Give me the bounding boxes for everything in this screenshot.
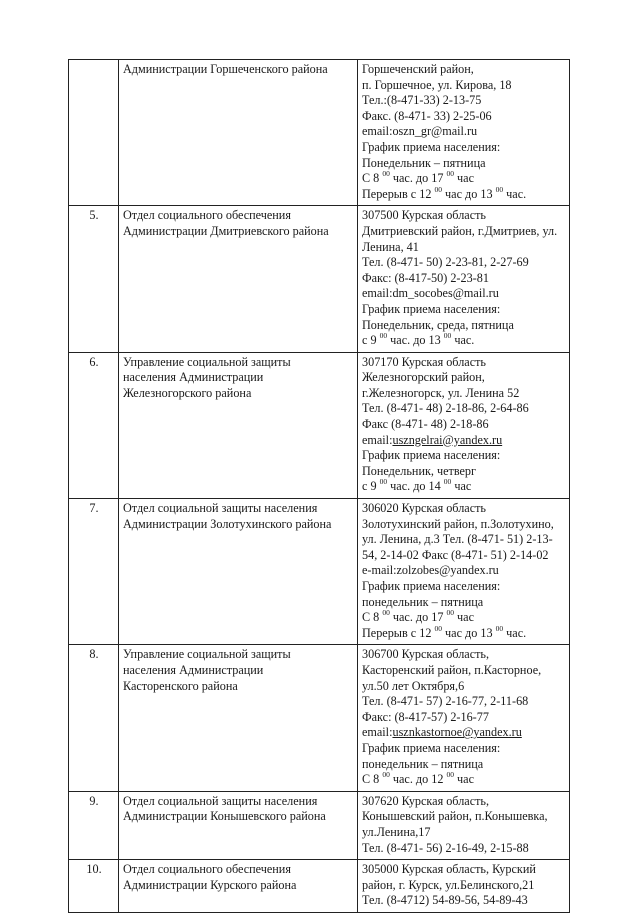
text-fragment: час.: [503, 186, 527, 201]
row-number: 10.: [69, 860, 119, 913]
document-page: [68, 59, 568, 913]
contact-info-line: Тел.:(8-471-33) 2-13-75: [362, 93, 482, 108]
contact-info-line: [362, 623, 566, 642]
contact-info-line: e-mail:zolzobes@yandex.ru: [362, 563, 499, 578]
office-name-line: Управление социальной защиты: [123, 647, 291, 662]
contact-info-line: п. Горшечное, ул. Кирова, 18: [362, 77, 512, 92]
contact-info-line: 306700 Курская область,: [362, 647, 490, 662]
text-fragment: Перерыв с 12: [362, 186, 435, 201]
contact-info-line: [362, 184, 566, 203]
row-number: 9.: [69, 791, 119, 859]
office-name-line: Отдел социальной защиты населения: [123, 501, 318, 516]
office-name-line: Администрации Золотухинского района: [123, 516, 332, 531]
offices-table: [68, 59, 570, 913]
row-number: 5.: [69, 206, 119, 352]
contact-info-line: График приема населения:: [362, 579, 501, 593]
minutes-superscript: 00: [382, 770, 390, 780]
contact-info-line: понедельник – пятница: [362, 594, 484, 609]
email-link: uszngelrai@yandex.ru: [392, 432, 503, 447]
contact-info-cell: [358, 206, 570, 352]
contact-info-line: [362, 725, 566, 741]
contact-info-cell: [358, 60, 570, 206]
office-name-line: Отдел социальной защиты населения: [123, 793, 318, 808]
contact-info-line: email:dm_socobes@mail.ru: [362, 286, 499, 301]
contact-info-line: [362, 610, 566, 626]
contact-info-line: район, г. Курск, ул.Белинского,21: [362, 877, 535, 892]
minutes-superscript: 00: [495, 184, 504, 194]
contact-info-line: г.Железногорск, ул. Ленина 52: [362, 385, 520, 400]
table-row: [69, 60, 570, 206]
contact-info-line: Золотухинский район, п.Золотухино,: [362, 516, 554, 531]
office-name-cell: [119, 206, 358, 352]
contact-info-line: Тел. (8-471- 48) 2-18-86, 2-64-86: [362, 401, 529, 416]
contact-info-line: Железногорский район,: [362, 370, 485, 385]
contact-info-line: График приема населения:: [362, 448, 501, 463]
contact-info-line: ул.50 лет Октября,6: [362, 678, 465, 693]
contact-info-line: ул.Ленина,17: [362, 824, 431, 839]
contact-info-cell: [358, 499, 570, 645]
contact-info-line: Конышевский район, п.Конышевка,: [362, 809, 548, 824]
office-name-line: Администрации Дмитриевского района: [123, 223, 329, 238]
contact-info-line: График приема населения:: [362, 301, 501, 316]
contact-info-cell: [358, 645, 570, 791]
contact-info-line: [362, 171, 566, 187]
contact-info-line: Горшеченский район,: [362, 62, 474, 76]
minutes-superscript: 00: [443, 477, 452, 487]
text-fragment: С 8: [362, 171, 383, 186]
text-fragment: час до 13: [442, 186, 496, 201]
contact-info-line: [362, 772, 566, 788]
office-name-line: Управление социальной защиты: [123, 354, 291, 369]
text-fragment: час. до 17: [389, 171, 447, 186]
contact-info-line: [362, 433, 566, 449]
text-fragment: час.: [451, 333, 475, 348]
contact-info-line: Факс: (8-417-50) 2-23-81: [362, 270, 489, 285]
text-fragment: час. до 17: [389, 610, 447, 625]
contact-info-line: Понедельник – пятница: [362, 155, 486, 170]
text-fragment: час. до 12: [389, 772, 447, 787]
table-row: [69, 499, 570, 645]
office-name-line: Администрации Курского района: [123, 877, 297, 892]
office-name-line: Касторенского района: [123, 678, 238, 693]
text-fragment: email:: [362, 432, 393, 447]
text-fragment: С 8: [362, 610, 383, 625]
contact-info-line: Тел. (8-471- 56) 2-16-49, 2-15-88: [362, 840, 529, 855]
contact-info-line: Ленина, 41: [362, 239, 419, 254]
minutes-superscript: 00: [446, 169, 454, 179]
contact-info-line: Дмитриевский район, г.Дмитриев, ул.: [362, 223, 558, 238]
contact-info-line: Касторенский район, п.Касторное,: [362, 662, 542, 677]
text-fragment: час: [454, 610, 474, 625]
contact-info-cell: [358, 791, 570, 859]
minutes-superscript: 00: [446, 770, 454, 780]
text-fragment: час: [454, 171, 474, 186]
text-fragment: час: [454, 772, 474, 787]
contact-info-line: 307500 Курская область: [362, 208, 486, 223]
contact-info-line: 307170 Курская область: [362, 354, 486, 369]
contact-info-line: 306020 Курская область: [362, 501, 486, 516]
minutes-superscript: 00: [443, 331, 452, 341]
minutes-superscript: 00: [379, 477, 388, 487]
contact-info-line: График приема населения:: [362, 740, 501, 755]
office-name-line: Администрации Горшеченского района: [123, 62, 328, 76]
office-name-line: Отдел социального обеспечения: [123, 862, 291, 877]
contact-info-line: 305000 Курская область, Курский: [362, 862, 536, 877]
contact-info-cell: [358, 860, 570, 913]
contact-info-line: Понедельник, четверг: [362, 463, 477, 478]
office-name-cell: [119, 791, 358, 859]
text-fragment: С 8: [362, 772, 383, 787]
contact-info-line: email:oszn_gr@mail.ru: [362, 124, 478, 139]
row-number: 6.: [69, 352, 119, 498]
contact-info-line: Тел. (8-471- 57) 2-16-77, 2-11-68: [362, 694, 529, 709]
office-name-cell: [119, 499, 358, 645]
contact-info-line: Факс: (8-417-57) 2-16-77: [362, 709, 489, 724]
contact-info-line: Факс. (8-471- 33) 2-25-06: [362, 108, 492, 123]
contact-info-line: Факс (8-471- 48) 2-18-86: [362, 417, 489, 432]
office-name-cell: [119, 860, 358, 913]
text-fragment: час: [451, 479, 472, 494]
contact-info-line: График приема населения:: [362, 139, 501, 154]
contact-info-line: [362, 333, 566, 349]
office-name-cell: [119, 645, 358, 791]
contact-info-line: Понедельник, среда, пятница: [362, 317, 514, 332]
minutes-superscript: 00: [379, 331, 388, 341]
contact-info-line: [362, 479, 566, 495]
text-fragment: час. до 13: [387, 333, 444, 348]
text-fragment: email:: [362, 725, 393, 740]
table-row: [69, 860, 570, 913]
text-fragment: с 9: [362, 479, 380, 494]
contact-info-cell: [358, 352, 570, 498]
office-name-cell: [119, 60, 358, 206]
row-number: 7.: [69, 499, 119, 645]
contact-info-line: понедельник – пятница: [362, 756, 484, 771]
office-name-line: населения Администрации: [123, 662, 264, 677]
contact-info-line: ул. Ленина, д.3 Тел. (8-471- 51) 2-13-: [362, 532, 553, 547]
text-fragment: час до 13: [442, 625, 496, 640]
office-name-line: Отдел социального обеспечения: [123, 208, 291, 223]
email-link: usznkastornoe@yandex.ru: [392, 725, 522, 740]
table-row: [69, 352, 570, 498]
text-fragment: час. до 14: [387, 479, 444, 494]
minutes-superscript: 00: [434, 623, 442, 633]
minutes-superscript: 00: [382, 169, 390, 179]
table-row: [69, 206, 570, 352]
text-fragment: с 9: [362, 333, 380, 348]
text-fragment: час.: [503, 625, 527, 640]
row-number: 8.: [69, 645, 119, 791]
table-row: [69, 645, 570, 791]
contact-info-line: 307620 Курская область,: [362, 793, 490, 808]
minutes-superscript: 00: [382, 608, 390, 618]
office-name-line: Железногорского района: [123, 385, 252, 400]
text-fragment: Перерыв с 12: [362, 625, 435, 640]
minutes-superscript: 00: [446, 608, 454, 618]
offices-table-body: [69, 60, 570, 913]
minutes-superscript: 00: [434, 184, 442, 194]
office-name-line: населения Администрации: [123, 370, 264, 385]
row-number: [69, 60, 119, 206]
contact-info-line: Тел. (8-471- 50) 2-23-81, 2-27-69: [362, 255, 529, 270]
office-name-cell: [119, 352, 358, 498]
contact-info-line: 54, 2-14-02 Факс (8-471- 51) 2-14-02: [362, 547, 549, 562]
table-row: [69, 791, 570, 859]
minutes-superscript: 00: [495, 623, 504, 633]
contact-info-line: Тел. (8-4712) 54-89-56, 54-89-43: [362, 893, 528, 908]
office-name-line: Администрации Конышевского района: [123, 809, 326, 824]
